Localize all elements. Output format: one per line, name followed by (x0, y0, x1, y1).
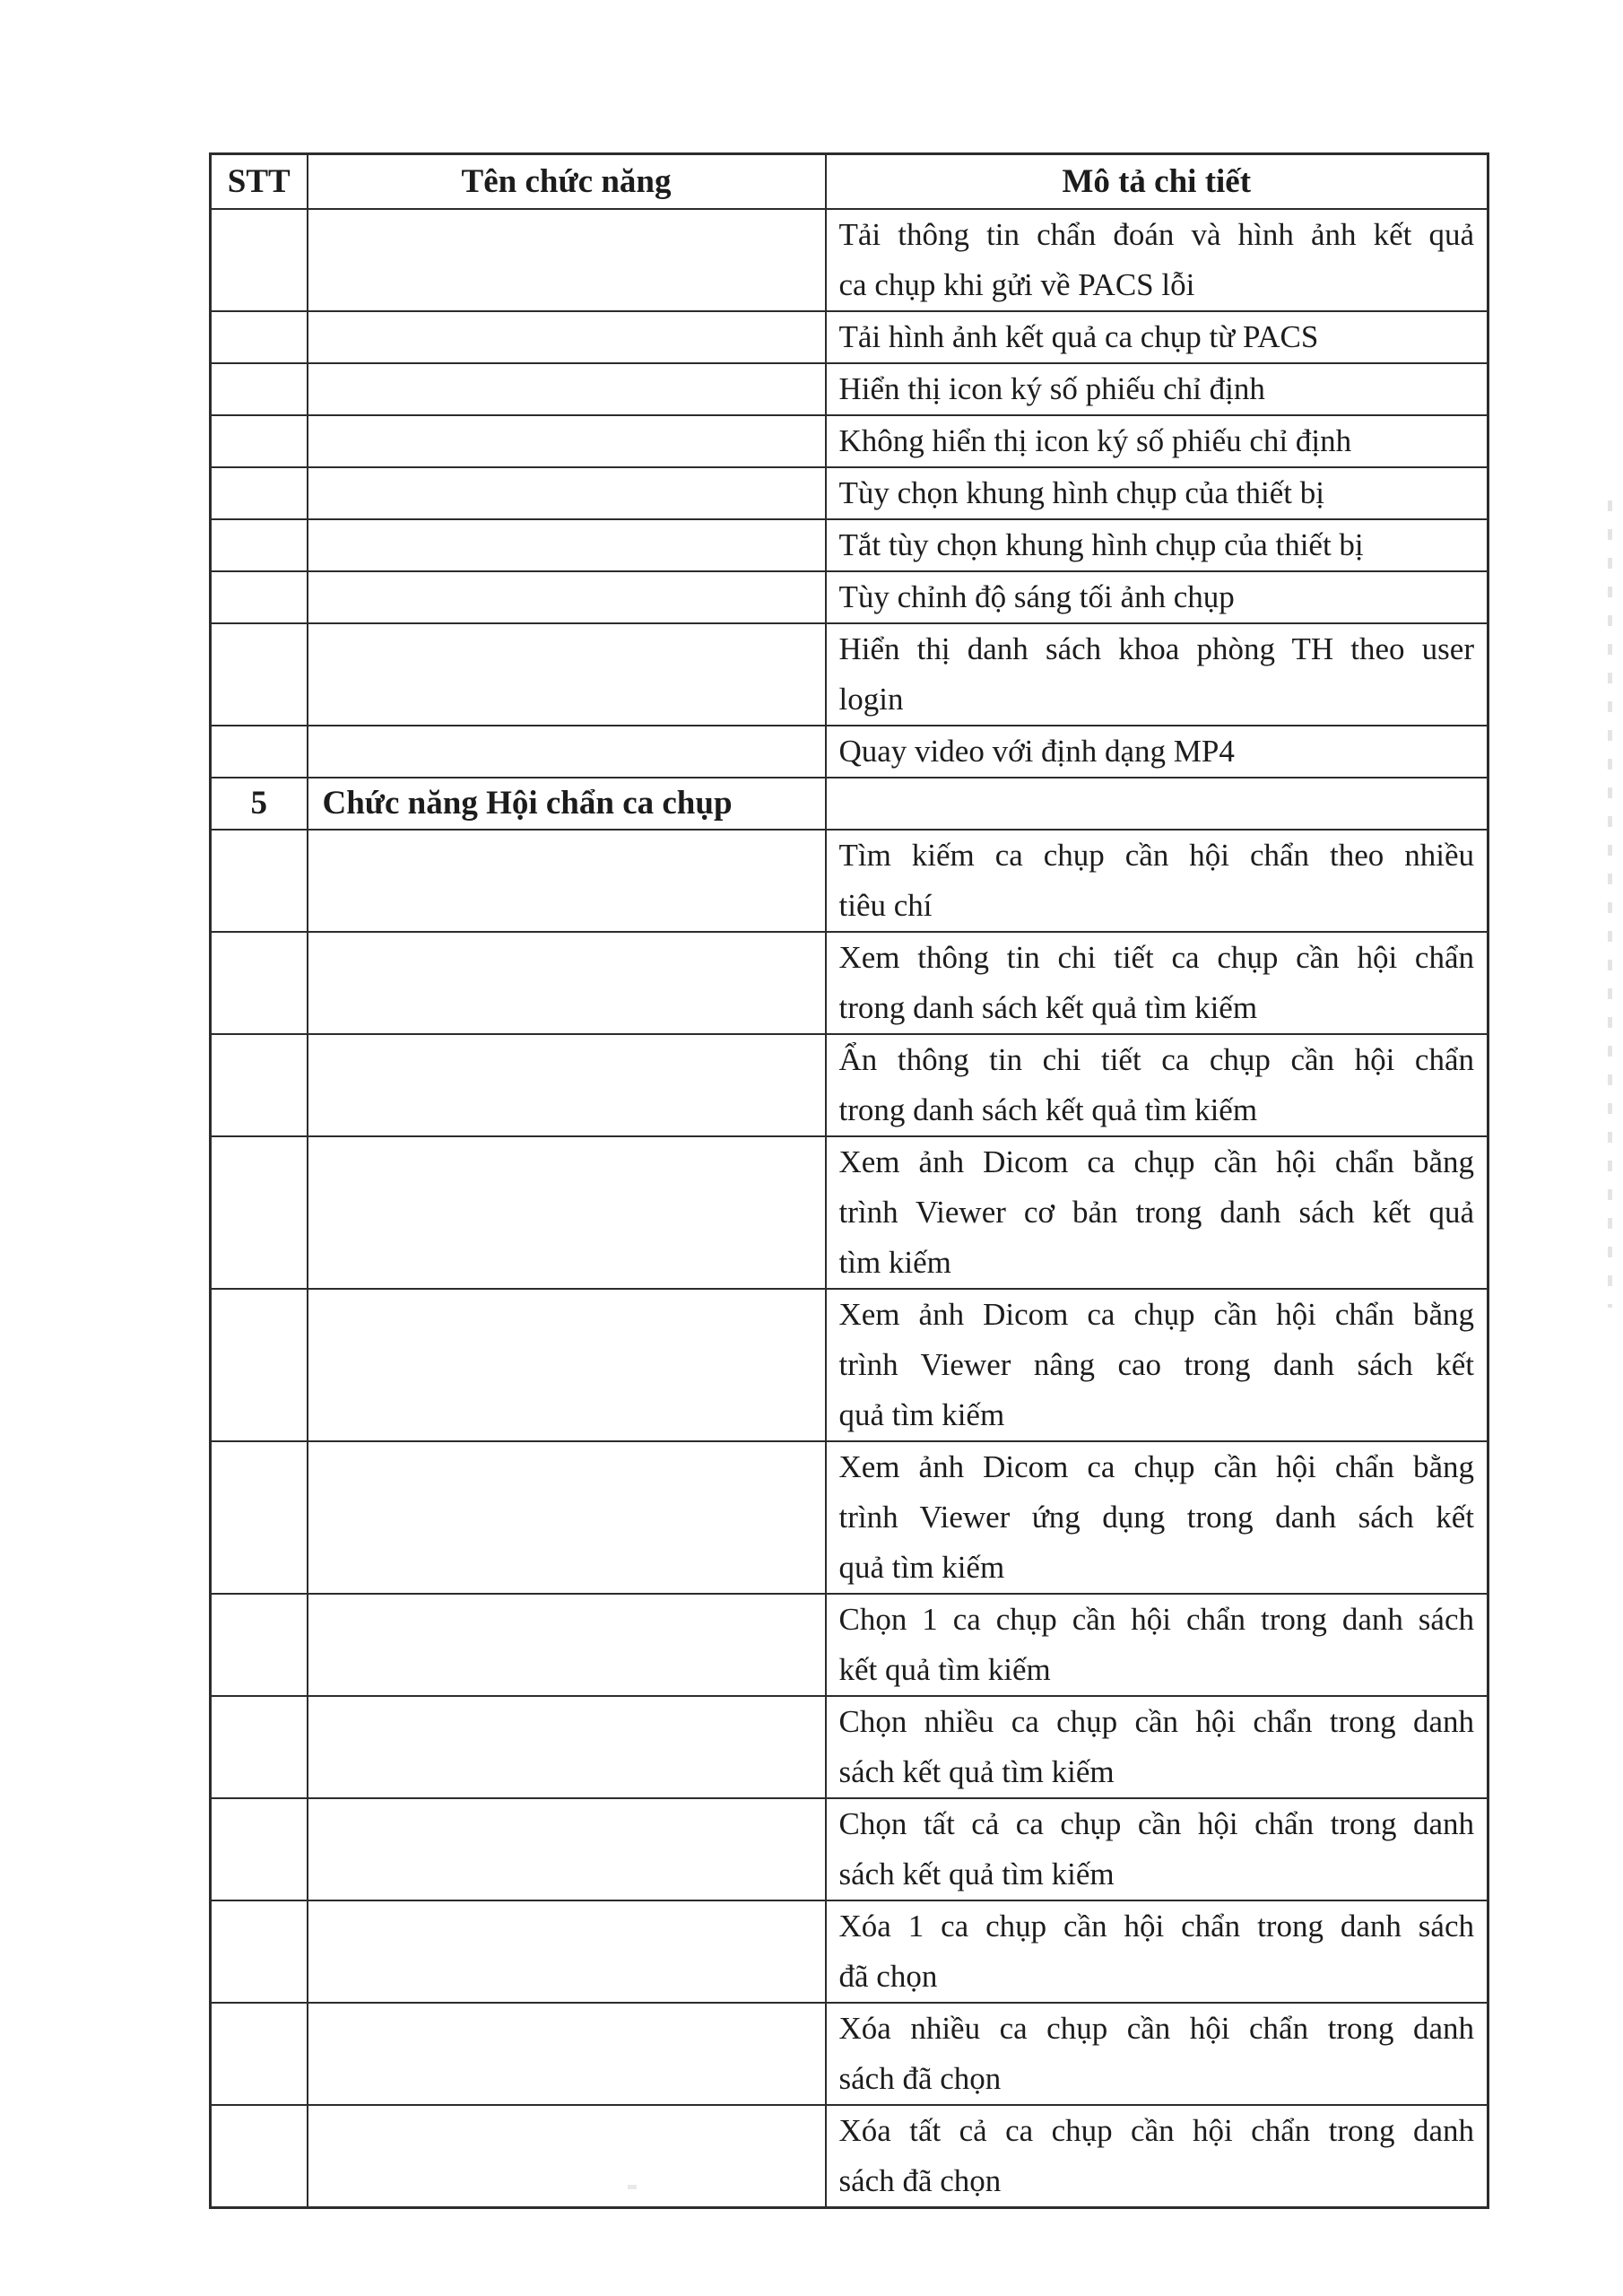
description-cell (826, 519, 1488, 571)
description-line: Chọn 1 ca chụp cần hội chẩn trong danh sách (838, 1601, 1474, 1637)
stt-cell (211, 1900, 308, 2003)
stt-cell (211, 311, 308, 363)
description-line: sách đã chọn (838, 2060, 1002, 2096)
description-line: Tải hình ảnh kết quả ca chụp từ PACS (838, 318, 1319, 354)
table-row (211, 209, 1488, 311)
description-line: Không hiển thị icon ký số phiếu chỉ định (838, 422, 1352, 458)
stt-cell (211, 1441, 308, 1594)
table-row (211, 311, 1488, 363)
function-name-cell (308, 623, 826, 726)
description-line: Xóa 1 ca chụp cần hội chẩn trong danh sách (838, 1908, 1474, 1944)
description-cell (826, 778, 1488, 830)
function-name-cell (308, 932, 826, 1034)
description-line: Xem ảnh Dicom ca chụp cần hội chẩn bằng (838, 1448, 1474, 1484)
stt-cell (211, 571, 308, 623)
function-name-cell (308, 209, 826, 311)
function-name-cell: Chức năng Hội chẩn ca chụp (308, 778, 826, 830)
function-name-cell (308, 830, 826, 932)
function-name-cell (308, 1594, 826, 1696)
description-line: kết quả tìm kiếm (838, 1651, 1051, 1687)
stt-cell (211, 1136, 308, 1289)
function-name-cell (308, 1696, 826, 1798)
table-header-row (211, 154, 1488, 209)
table-row (211, 519, 1488, 571)
table-row (211, 571, 1488, 623)
description-cell (826, 2003, 1488, 2105)
description-cell (826, 467, 1488, 519)
table-row (211, 2003, 1488, 2105)
table-row (211, 1798, 1488, 1900)
description-cell (826, 1696, 1488, 1798)
stt-cell (211, 830, 308, 932)
function-name-cell (308, 571, 826, 623)
description-line: Hiển thị danh sách khoa phòng TH theo user (838, 631, 1474, 666)
stt-cell: 5 (211, 778, 308, 830)
description-line: Chọn tất cả ca chụp cần hội chẩn trong danh (838, 1805, 1474, 1841)
description-cell (826, 209, 1488, 311)
description-line: trình Viewer nâng cao trong danh sách kết (838, 1346, 1474, 1382)
function-name-cell (308, 726, 826, 778)
function-name-cell (308, 1900, 826, 2003)
stt-cell (211, 415, 308, 467)
stt-cell (211, 1289, 308, 1441)
description-line: Xóa nhiều ca chụp cần hội chẩn trong danh (838, 2010, 1474, 2046)
description-line: Tắt tùy chọn khung hình chụp của thiết bị (838, 526, 1364, 562)
stt-cell (211, 519, 308, 571)
table-row (211, 830, 1488, 932)
stt-cell (211, 1594, 308, 1696)
description-line: Tùy chỉnh độ sáng tối ảnh chụp (838, 578, 1235, 614)
description-line: tiêu chí (838, 887, 933, 923)
description-line: sách kết quả tìm kiếm (838, 1753, 1115, 1789)
function-name-cell (308, 2003, 826, 2105)
description-line: trong danh sách kết quả tìm kiếm (838, 1091, 1258, 1127)
stt-cell (211, 1034, 308, 1136)
header-stt: STT (211, 154, 308, 209)
description-line: Chọn nhiều ca chụp cần hội chẩn trong danh (838, 1703, 1474, 1739)
description-line: Xóa tất cả ca chụp cần hội chẩn trong danh (838, 2112, 1474, 2148)
table-row (211, 363, 1488, 415)
function-name-cell (308, 1289, 826, 1441)
stt-cell (211, 209, 308, 311)
description-line: trình Viewer ứng dụng trong danh sách kết (838, 1499, 1474, 1535)
description-line: sách kết quả tìm kiếm (838, 1856, 1115, 1892)
table-row (211, 1136, 1488, 1289)
table-row (211, 1594, 1488, 1696)
description-line: Tải thông tin chẩn đoán và hình ảnh kết quả (838, 216, 1474, 252)
scan-artifact-right-margin (1608, 500, 1612, 1308)
description-line: trình Viewer cơ bản trong danh sách kết quả (838, 1194, 1474, 1230)
description-line: Xem ảnh Dicom ca chụp cần hội chẩn bằng (838, 1296, 1474, 1332)
description-cell (826, 1798, 1488, 1900)
description-line: Hiển thị icon ký số phiếu chỉ định (838, 370, 1265, 406)
description-line: Tùy chọn khung hình chụp của thiết bị (838, 474, 1324, 510)
description-cell (826, 1034, 1488, 1136)
stt-cell (211, 1696, 308, 1798)
table-row (211, 1034, 1488, 1136)
table-row (211, 2105, 1488, 2208)
description-line: Xem ảnh Dicom ca chụp cần hội chẩn bằng (838, 1144, 1474, 1179)
description-line: đã chọn (838, 1958, 938, 1994)
description-line: Quay video với định dạng MP4 (838, 733, 1235, 769)
function-name-cell (308, 467, 826, 519)
stt-cell (211, 1798, 308, 1900)
description-cell (826, 311, 1488, 363)
table-row (211, 415, 1488, 467)
description-line: ca chụp khi gửi về PACS lỗi (838, 266, 1195, 302)
scan-artifact-bottom (628, 2185, 637, 2189)
function-name-cell (308, 2105, 826, 2208)
function-name-cell (308, 311, 826, 363)
table-row (211, 726, 1488, 778)
function-name-cell (308, 415, 826, 467)
stt-cell (211, 726, 308, 778)
stt-cell (211, 2105, 308, 2208)
table-row (211, 1289, 1488, 1441)
description-line: Xem thông tin chi tiết ca chụp cần hội chẩn (838, 939, 1474, 975)
table-row (211, 1900, 1488, 2003)
function-name-cell (308, 1798, 826, 1900)
description-cell (826, 932, 1488, 1034)
function-name-cell (308, 1136, 826, 1289)
description-line: quả tìm kiếm (838, 1396, 1005, 1432)
function-name-cell (308, 519, 826, 571)
table-row (211, 1441, 1488, 1594)
table-row (211, 778, 1488, 830)
table-row (211, 1696, 1488, 1798)
function-name-cell (308, 1034, 826, 1136)
description-cell (826, 2105, 1488, 2208)
description-line: tìm kiếm (838, 1244, 951, 1280)
description-cell (826, 1594, 1488, 1696)
stt-cell (211, 2003, 308, 2105)
header-description: Mô tả chi tiết (826, 154, 1488, 209)
table-row (211, 623, 1488, 726)
description-cell (826, 830, 1488, 932)
stt-cell (211, 932, 308, 1034)
function-description-table (209, 152, 1489, 2209)
stt-cell (211, 467, 308, 519)
description-line: Ẩn thông tin chi tiết ca chụp cần hội chẩn (838, 1041, 1474, 1077)
description-cell (826, 571, 1488, 623)
description-line: sách đã chọn (838, 2162, 1002, 2198)
table-row (211, 932, 1488, 1034)
description-cell (826, 1136, 1488, 1289)
description-cell (826, 1289, 1488, 1441)
stt-cell (211, 623, 308, 726)
header-function-name: Tên chức năng (308, 154, 826, 209)
description-cell (826, 623, 1488, 726)
description-line: login (838, 681, 904, 717)
function-name-cell (308, 1441, 826, 1594)
description-line: Tìm kiếm ca chụp cần hội chẩn theo nhiều (838, 837, 1474, 873)
description-line: trong danh sách kết quả tìm kiếm (838, 989, 1258, 1025)
description-line: quả tìm kiếm (838, 1549, 1005, 1585)
description-cell (826, 1900, 1488, 2003)
stt-cell (211, 363, 308, 415)
description-cell (826, 415, 1488, 467)
description-cell (826, 726, 1488, 778)
function-name-cell (308, 363, 826, 415)
table-row (211, 467, 1488, 519)
description-cell (826, 363, 1488, 415)
description-cell (826, 1441, 1488, 1594)
